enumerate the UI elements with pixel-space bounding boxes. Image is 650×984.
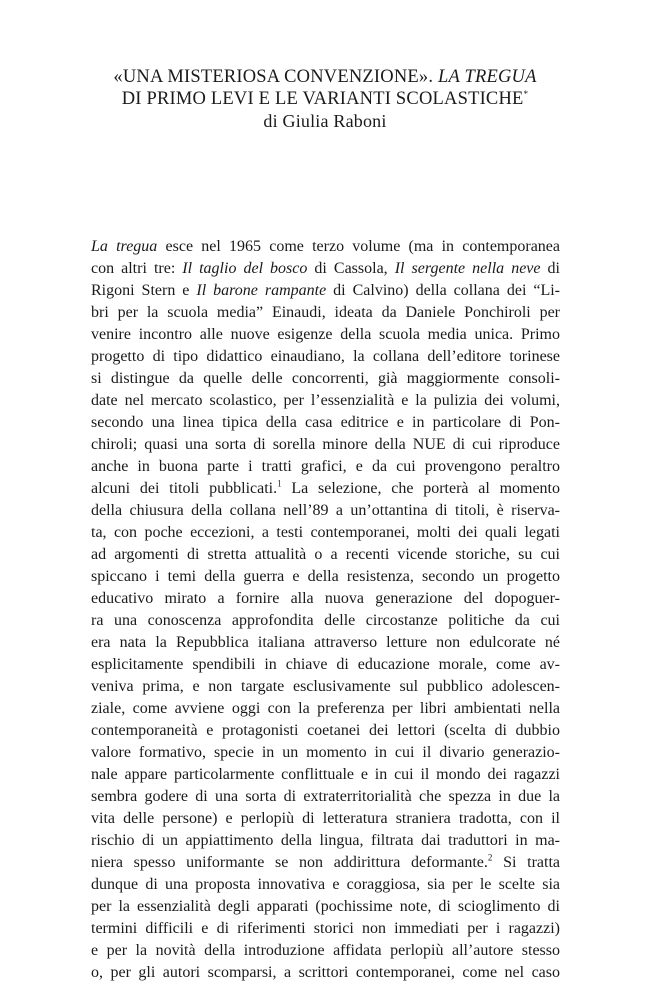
italic-title: La tregua	[91, 238, 158, 255]
text-line: sembra godere di una sorta di extraterritorialità che spezza in due la	[91, 788, 560, 805]
title-note-mark: *	[523, 88, 529, 99]
text-line: anche in buona parte i tratti grafici, e da cui provengono peraltro	[91, 458, 560, 475]
text-line: bri per la scuola media” Einaudi, ideata da Daniele Ponchiroli per	[91, 304, 560, 321]
body-paragraph	[91, 236, 560, 984]
text-line: si distingue da quelle delle concorrenti, già maggiormente consoli-	[91, 370, 560, 387]
italic-title: Il sergente nella neve	[394, 260, 541, 277]
title-italic-text: LA TREGUA	[438, 67, 537, 87]
title-text: «UNA MISTERIOSA CONVENZIONE».	[113, 67, 439, 87]
text-line: niera spesso uniformante se non addirittura deformante.$^2$ Si tratta	[91, 852, 560, 871]
text-line: della chiusura della collana nell’89 a un’ottantina di titoli, è riserva-	[91, 502, 560, 519]
text-line: rischio di un appiattimento della lingua, filtrata dai traduttori in ma-	[91, 832, 560, 849]
article-title-block	[0, 66, 650, 132]
text-line: era nata la Repubblica italiana attraverso letture non edulcorate né	[91, 634, 560, 651]
text-line: ad argomenti di stretta attualità o a recenti vicende storiche, su cui	[91, 546, 560, 563]
text-line: Rigoni Stern e Il barone rampante di Calvino) della collana dei “Li-	[91, 282, 561, 299]
text-line: chiroli; quasi una sorta di sorella minore della NUE di cui riproduce	[91, 436, 560, 453]
text-line: ta, con poche eccezioni, a testi contemporanei, molti dei quali legati	[91, 524, 560, 541]
text-line: termini difficili e di riferimenti storici non immediati per i ragazzi)	[91, 920, 560, 937]
text-line: spiccano i temi della guerra e della resistenza, secondo un progetto	[91, 568, 560, 585]
text-line: contemporaneità e protagonisti coetanei dei lettori (scelta di dubbio	[91, 722, 560, 739]
text-line: ziale, come avviene oggi con la preferenza per libri ambientati nella	[91, 700, 560, 717]
text-line: dunque di una proposta innovativa e coraggiosa, sia per le scelte sia	[91, 876, 560, 893]
text-line: secondo una linea tipica della casa editrice e in particolare di Pon-	[91, 414, 560, 431]
footnote-ref[interactable]: 2	[487, 852, 493, 863]
text-line: per la essenzialità degli apparati (pochissime note, di scioglimento di	[91, 898, 560, 915]
title-text: DI PRIMO LEVI E LE VARIANTI SCOLASTICHE	[121, 89, 524, 109]
italic-title: Il barone rampante	[196, 282, 327, 299]
text-line: con altri tre: Il taglio del bosco di Cassola, Il sergente nella neve di	[91, 260, 560, 277]
text-line: nale appare particolarmente conflittuale e in cui il mondo dei ragazzi	[91, 766, 560, 783]
footnote-ref[interactable]: 1	[277, 478, 282, 489]
text-line: date nel mercato scolastico, per l’essenzialità e la pulizia dei volumi,	[91, 392, 560, 409]
text-line: valore formativo, specie in un momento in cui il divario generazio-	[91, 744, 560, 761]
text-line: venire incontro alle nuove esigenze della scuola media unica. Primo	[91, 326, 560, 343]
text-line: La tregua esce nel 1965 come terzo volume (ma in contemporanea	[91, 238, 560, 255]
text-line: alcuni dei titoli pubblicati.$^1$ La selezione, che porterà al momento	[91, 478, 560, 497]
text-line: progetto di tipo didattico einaudiano, la collana dell’editore torinese	[91, 348, 560, 365]
article-title-line-2	[0, 88, 650, 110]
text-line: esplicitamente spendibili in chiave di educazione morale, come av-	[91, 656, 560, 673]
article-title-line-1	[0, 66, 650, 88]
italic-title: Il taglio del bosco	[182, 260, 308, 277]
text-line: o, per gli autori scomparsi, a scrittori contemporanei, come nel caso	[91, 964, 560, 981]
text-line: e per la novità della introduzione affidata perlopiù all’autore stesso	[91, 942, 560, 959]
text-line: educativo mirato a fornire alla nuova generazione del dopoguer-	[91, 590, 560, 607]
text-line: ra una conoscenza approfondita delle circostanze politiche da cui	[91, 612, 560, 629]
author-byline: di Giulia Raboni	[263, 111, 387, 131]
text-line: veniva prima, e non targate esclusivamente sul pubblico adolescen-	[91, 678, 560, 695]
text-line: vita delle persone) e perlopiù di letteratura straniera tradotta, con il	[91, 810, 560, 827]
